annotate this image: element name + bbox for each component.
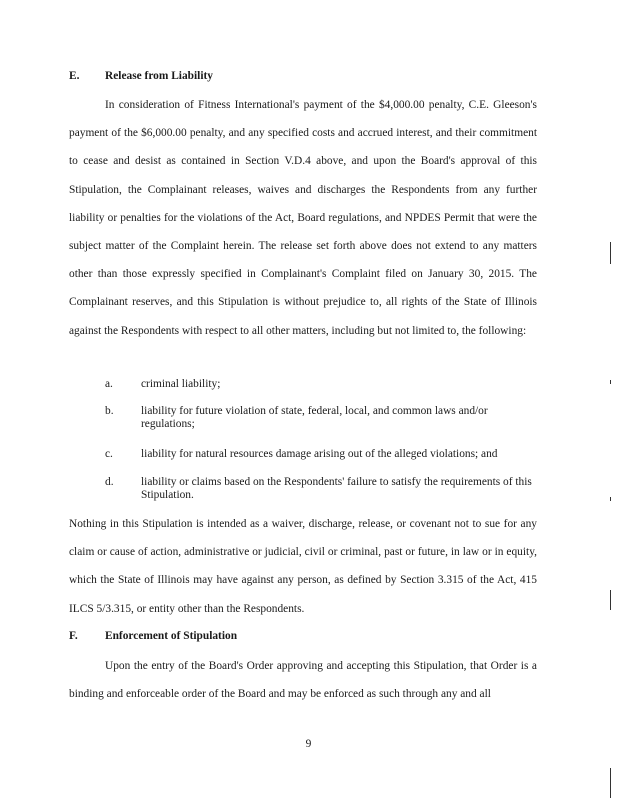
- list-item-text: liability or claims based on the Respondents' failure to satisfy the requirements of this Stipulation.: [141, 476, 532, 501]
- section-f-heading: [69, 630, 237, 642]
- scan-artifact: [610, 242, 611, 264]
- list-item-marker: b.: [105, 405, 114, 417]
- section-e-heading: [69, 70, 213, 82]
- scan-artifact: [610, 380, 611, 384]
- section-f-paragraph: [69, 652, 537, 708]
- section-e-paragraph-text: In consideration of Fitness International's payment of the $4,000.00 penalty, C.E. Gleeson's payment of the $6,000.00 penalty, and any specified costs and accrued interest, and their commitment to cease and desist as contained in Section V.D.4 above, and upon the Board's approval of this Stipulation, the Complainant releases, waives and discharges the Respondents from any further liability or penalties for the violations of the Act, Board regulations, and NPDES Permit that were the subject matter of the Complaint herein. The release set forth above does not extend to any matters other than those expressly specified in Complainant's Complaint filed on January 30, 2015. The Complainant reserves, and this Stipulation is without prejudice to, all rights of the State of Illinois against the Respondents with respect to all other matters, including but not limited to, the following:: [69, 99, 537, 337]
- page-number: 9: [305, 738, 312, 750]
- section-f-letter: F.: [69, 630, 78, 642]
- section-f-title: Enforcement of Stipulation: [105, 630, 238, 642]
- list-item-text: liability for future violation of state, federal, local, and common laws and/or regulations;: [141, 405, 488, 430]
- scan-artifact: [610, 497, 611, 501]
- list-item-text: liability for natural resources damage arising out of the alleged violations; and: [141, 448, 498, 460]
- section-e-letter: E.: [69, 70, 80, 82]
- list-item-text: criminal liability;: [141, 378, 221, 390]
- scan-artifact: [610, 768, 611, 798]
- list-item-marker: d.: [105, 476, 114, 488]
- list-item-marker: a.: [105, 378, 113, 390]
- list-item-marker: c.: [105, 448, 113, 460]
- section-e-closing: Nothing in this Stipulation is intended as a waiver, discharge, release, or covenant not to sue for any claim or cause of action, administrative or judicial, civil or criminal, past or future, in law or in equity, which the State of Illinois may have against any person, as defined by Section 3.315 of the Act, 415 ILCS 5/3.315, or entity other than the Respondents.: [69, 518, 537, 615]
- section-e-title: Release from Liability: [105, 70, 213, 82]
- scan-artifact: [610, 590, 611, 610]
- section-f-paragraph-text: Upon the entry of the Board's Order approving and accepting this Stipulation, that Order is a binding and enforceable order of the Board and may be enforced as such through any and all: [69, 660, 537, 701]
- section-e-paragraph: [69, 91, 537, 345]
